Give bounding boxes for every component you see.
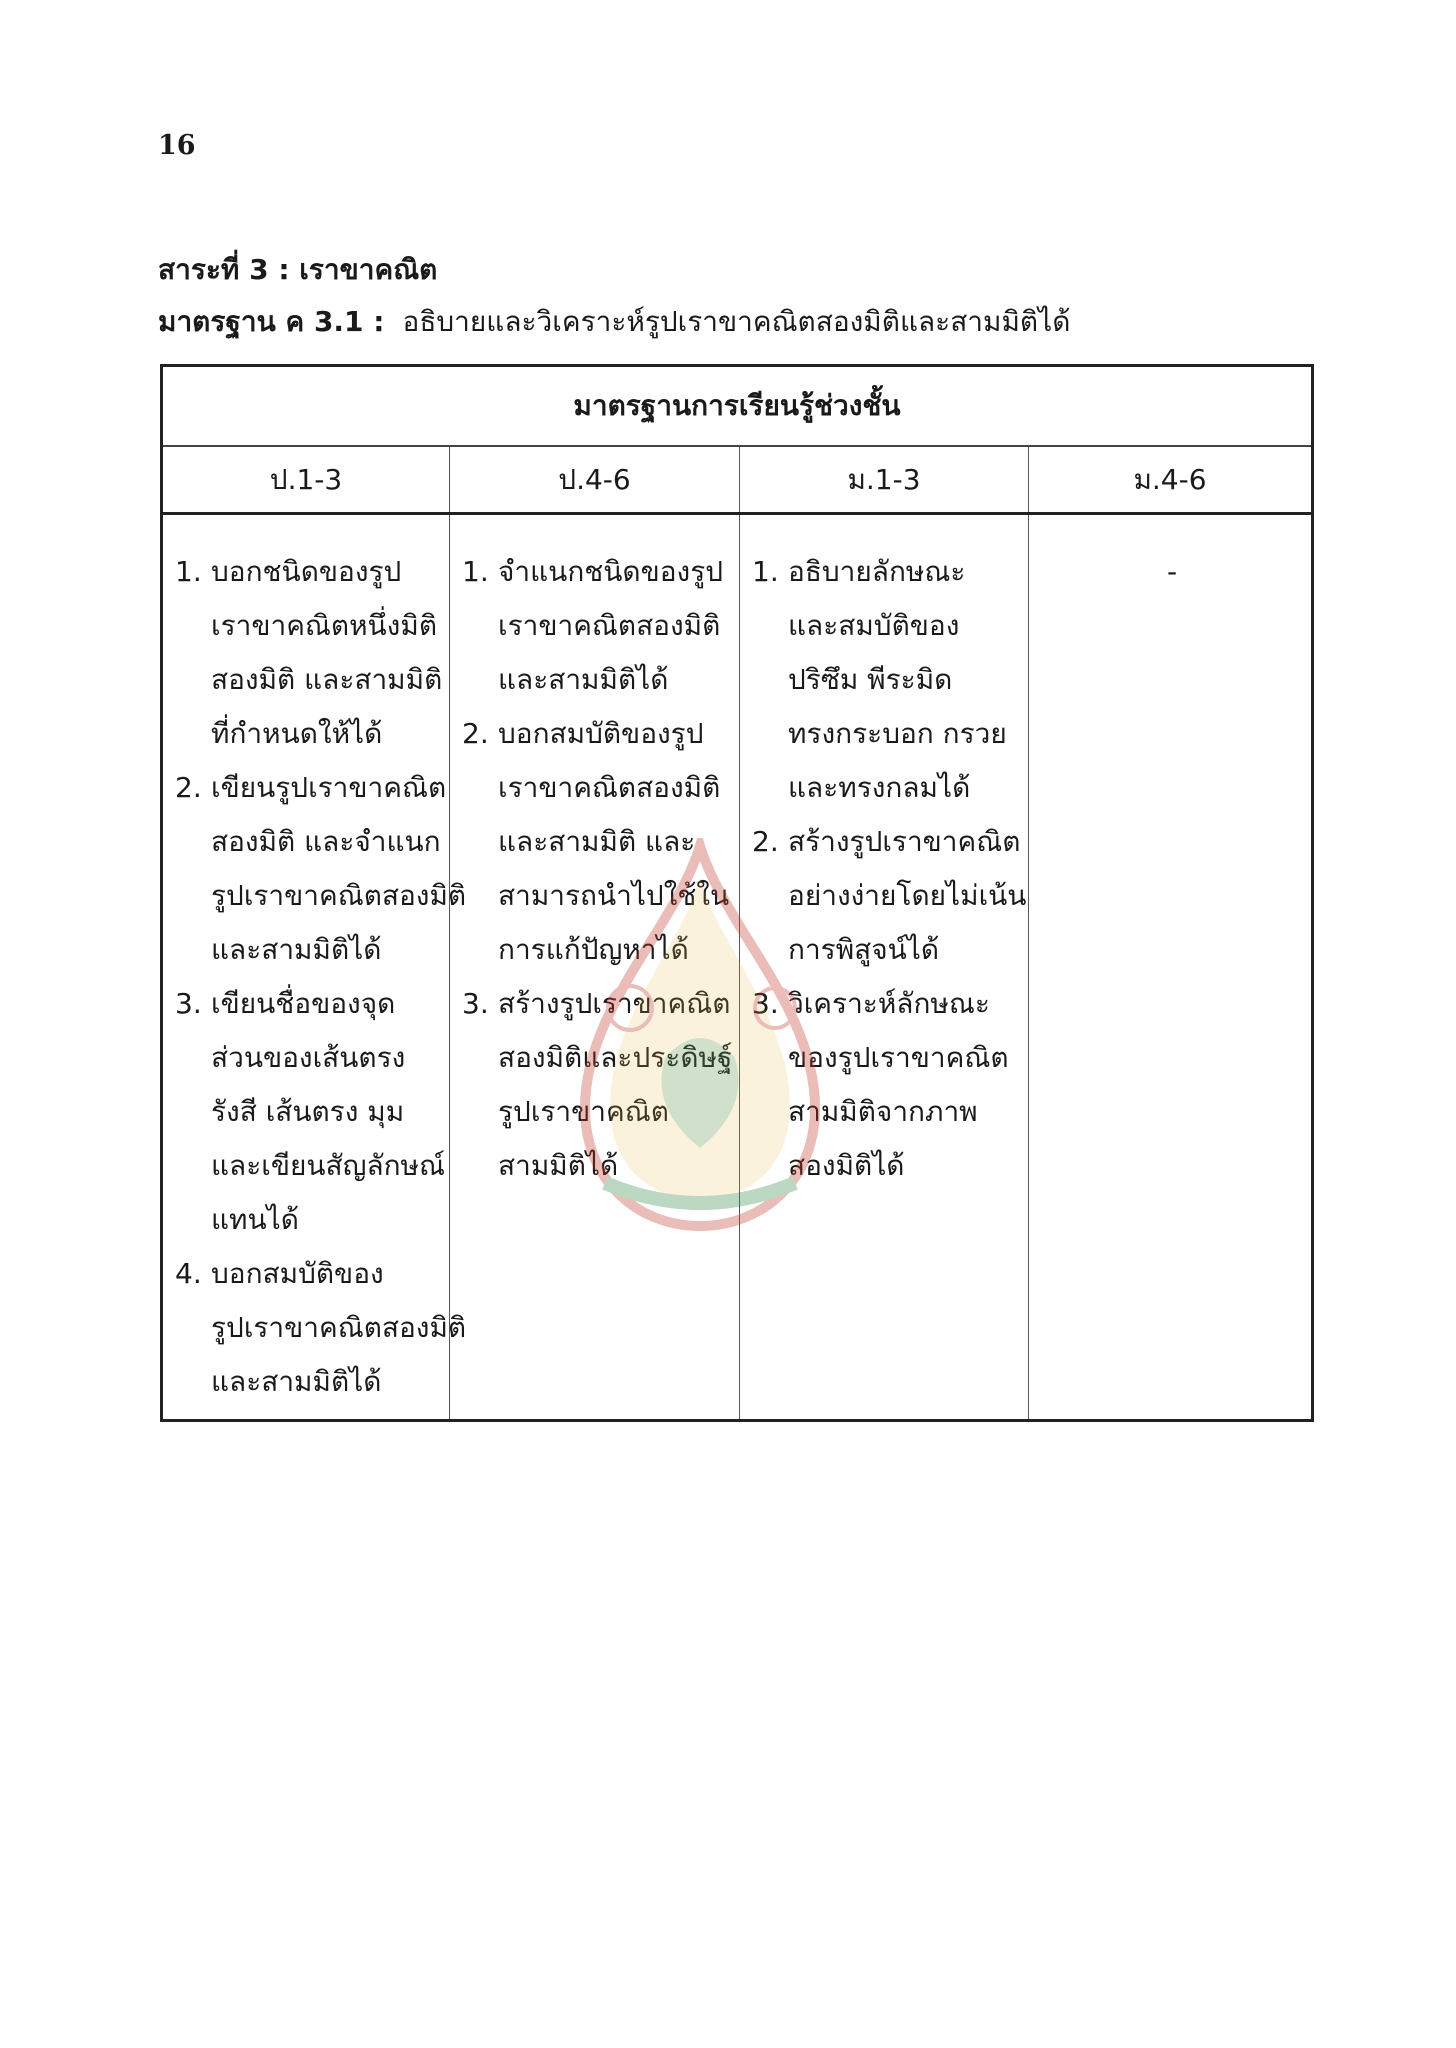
list-item-line: สองมิติได้ xyxy=(788,1149,905,1182)
list-item-line: สร้างรูปเราขาคณิต xyxy=(498,987,731,1020)
list-item-line: เขียนรูปเราขาคณิต xyxy=(211,771,447,804)
cell-p4-6 xyxy=(450,515,740,1419)
list-item-number: 3. xyxy=(462,987,489,1020)
list-item-line: และสามมิติ และ xyxy=(498,825,696,858)
list-item-line: รังสี เส้นตรง มุม xyxy=(211,1095,405,1128)
list-item-line: สามมิติได้ xyxy=(498,1149,619,1182)
list-item-number: 1. xyxy=(175,555,202,588)
list-item-line: ที่กำหนดให้ได้ xyxy=(211,717,383,750)
table-body-row xyxy=(163,515,1311,1419)
list-item-text xyxy=(788,545,1020,815)
list-item-line: สร้างรูปเราขาคณิต xyxy=(788,825,1021,858)
cell-p1-3 xyxy=(163,515,467,1419)
list-item-line: ของรูปเราขาคณิต xyxy=(788,1041,1009,1074)
list-item-line: และสามมิติได้ xyxy=(211,933,382,966)
list-item xyxy=(175,1247,467,1409)
list-item-line: อย่างง่ายโดยไม่เน้น xyxy=(788,879,1027,912)
list-item-text xyxy=(211,977,445,1247)
standard-text: อธิบายและวิเคราะห์รูปเราขาคณิตสองมิติและสามมิติได้ xyxy=(402,305,1071,338)
strand-heading: สาระที่ 3 : เราขาคณิต xyxy=(158,253,438,286)
list-item-text xyxy=(211,545,442,761)
list-item-line: และสามมิติได้ xyxy=(498,663,669,696)
list-item-line: วิเคราะห์ลักษณะ xyxy=(788,987,990,1020)
list-item-line: การแก้ปัญหาได้ xyxy=(498,933,689,966)
list-item xyxy=(175,761,467,977)
list-item-line: สองมิติ และจำแนก xyxy=(211,825,441,858)
list-item-line: จำแนกชนิดของรูป xyxy=(498,555,724,588)
list-item-number: 1. xyxy=(752,555,779,588)
list-item xyxy=(462,545,731,707)
list-item xyxy=(175,545,441,761)
list-item xyxy=(175,977,445,1247)
list-item-text xyxy=(498,977,732,1193)
list-item-number: 2. xyxy=(752,825,779,858)
list-item-text xyxy=(498,707,731,977)
list-item-line: บอกสมบัติของรูป xyxy=(498,717,704,750)
standard-label: มาตรฐาน ค 3.1 : xyxy=(158,305,385,338)
list-item-line: สามารถนำไปใช้ใน xyxy=(498,879,730,912)
list-item-line: เราขาคณิตสองมิติ xyxy=(498,771,721,804)
list-item-number: 3. xyxy=(175,987,202,1020)
list-item-line: เราขาคณิตสองมิติ xyxy=(498,609,721,642)
list-item-line: และสมบัติของ xyxy=(788,609,960,642)
list-item xyxy=(462,707,731,977)
list-item-text xyxy=(211,1247,466,1409)
standard-heading xyxy=(158,300,1070,344)
list-item-number: 4. xyxy=(175,1257,202,1290)
column-header-p4-6: ป.4-6 xyxy=(450,447,740,512)
list-item-line: การพิสูจน์ได้ xyxy=(788,933,940,966)
curriculum-table xyxy=(160,364,1314,1422)
list-item-line: เขียนชื่อของจุด xyxy=(211,987,396,1020)
table-title: มาตรฐานการเรียนรู้ช่วงชั้น xyxy=(163,367,1311,447)
column-header-m4-6: ม.4-6 xyxy=(1133,462,1207,496)
list-item-text xyxy=(788,977,1020,1193)
list-item-line: รูปเราขาคณิต xyxy=(498,1095,669,1128)
list-item xyxy=(752,545,1020,815)
list-item-line: และเขียนสัญลักษณ์ xyxy=(211,1149,445,1182)
list-item xyxy=(462,977,731,1193)
list-item-line: สองมิติและประดิษฐ์ xyxy=(498,1041,733,1074)
list-item-line: และทรงกลมได้ xyxy=(788,771,971,804)
column-header-p1-3: ป.1-3 xyxy=(163,447,450,512)
page-number: 16 xyxy=(158,130,196,161)
list-item-line: ทรงกระบอก กรวย xyxy=(788,717,1007,750)
list-item-number: 2. xyxy=(462,717,489,750)
table-header-row xyxy=(163,447,1311,515)
list-item-line: แทนได้ xyxy=(211,1203,299,1236)
list-item-line: รูปเราขาคณิตสองมิติ xyxy=(211,1311,467,1344)
list-item-line: เราขาคณิตหนึ่งมิติ xyxy=(211,609,437,642)
list-item xyxy=(752,977,1020,1193)
cell-m1-3 xyxy=(740,515,1029,1419)
column-header-m1-3: ม.1-3 xyxy=(740,447,1029,512)
empty-cell-dash: - xyxy=(1166,555,1178,588)
list-item-text xyxy=(788,815,1026,977)
list-item-text xyxy=(211,761,466,977)
cell-m4-6 xyxy=(1029,515,1311,1419)
list-item-line: ปริซึม พีระมิด xyxy=(788,663,953,696)
list-item-line: รูปเราขาคณิตสองมิติ xyxy=(211,879,467,912)
list-item-line: บอกชนิดของรูป xyxy=(211,555,402,588)
list-item-line: บอกสมบัติของ xyxy=(211,1257,384,1290)
list-item-line: สองมิติ และสามมิติ xyxy=(211,663,443,696)
list-item-number: 3. xyxy=(752,987,779,1020)
list-item-number: 1. xyxy=(462,555,489,588)
list-item-line: สามมิติจากภาพ xyxy=(788,1095,978,1128)
list-item xyxy=(752,815,1027,977)
list-item-line: อธิบายลักษณะ xyxy=(788,555,966,588)
list-item-number: 2. xyxy=(175,771,202,804)
list-item-line: และสามมิติได้ xyxy=(211,1365,382,1398)
list-item-text xyxy=(498,545,731,707)
list-item-line: ส่วนของเส้นตรง xyxy=(211,1041,406,1074)
